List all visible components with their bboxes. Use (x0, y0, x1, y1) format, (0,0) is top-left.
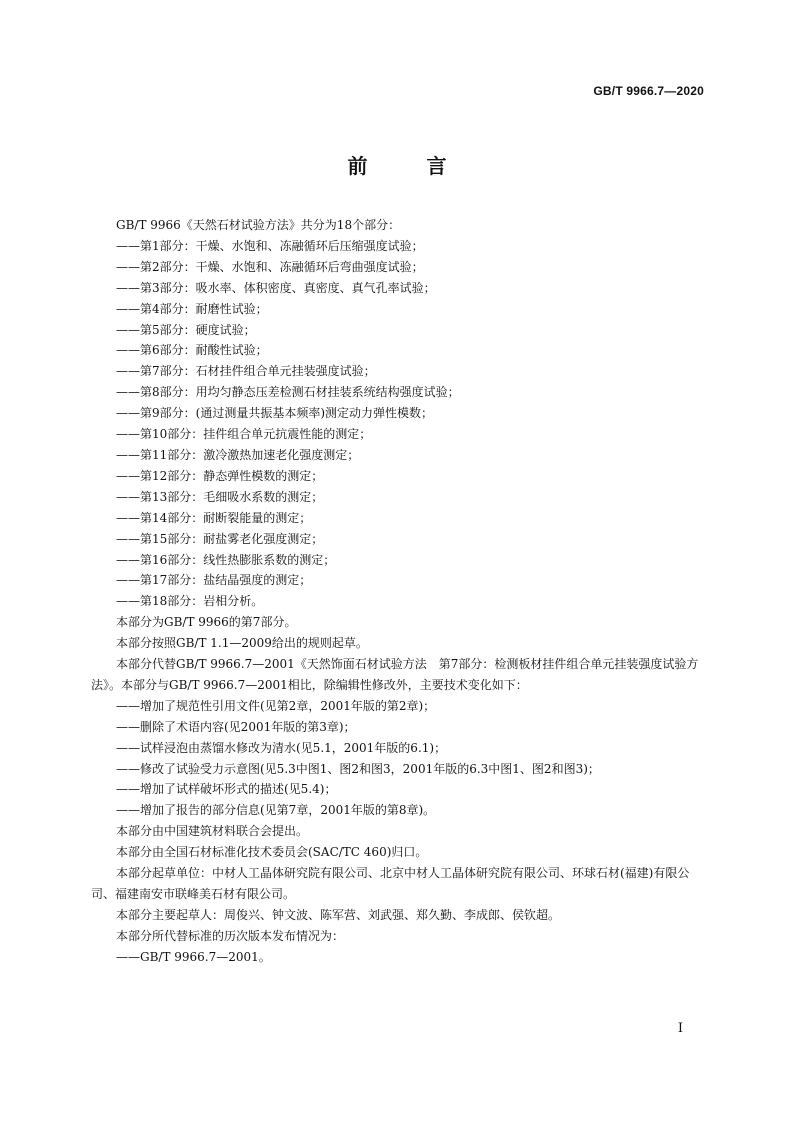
list-item: ——第10部分：挂件组合单元抗震性能的测定； (116, 427, 372, 442)
list-item: ——第17部分：盐结晶强度的测定； (116, 573, 312, 588)
list-item: ——第14部分：耐断裂能量的测定； (116, 510, 312, 525)
list-item: ——GB/T 9966.7—2001。 (116, 949, 271, 964)
proposed-by-paragraph: 本部分由中国建筑材料联合会提出。 (116, 824, 309, 839)
page-title: 前 言 (347, 154, 473, 178)
page-number: I (677, 1021, 683, 1036)
list-item: ——第11部分：激冷激热加速老化强度测定； (116, 447, 360, 462)
list-item: ——第8部分：用均匀静态压差检测石材挂装系统结构强度试验； (116, 385, 460, 400)
list-item: ——第3部分：吸水率、体积密度、真密度、真气孔率试验； (116, 280, 436, 295)
replaces-paragraph: 本部分代替GB/T 9966.7—2001《天然饰面石材试验方法 第7部分：检测板材挂件组合单元挂装强度试验方法》。本部分与GB/T 9966.7—2001相比，除编辑性修改外，主要技术变化如下： (91, 657, 699, 692)
list-item: ——修改了试验受力示意图(见5.3中图1、图2和图3，2001年版的6.3中图1、图2和图3)； (116, 761, 600, 776)
drafting-units-paragraph: 本部分起草单位：中材人工晶体研究院有限公司、北京中材人工晶体研究院有限公司、环球石材(福建)有限公司、福建南安市联峰美石材有限公司。 (91, 866, 690, 901)
drafters-paragraph: 本部分主要起草人：周俊兴、钟文波、陈军营、刘武强、郑久勤、李成郎、侯钦超。 (116, 907, 561, 922)
list-item: ——第12部分：静态弹性模数的测定； (116, 468, 324, 483)
this-part-paragraph: 本部分为GB/T 9966的第7部分。 (116, 615, 297, 630)
list-item: ——第1部分：干燥、水饱和、冻融循环后压缩强度试验； (116, 238, 424, 253)
changes-list (91, 696, 707, 821)
list-item: ——增加了报告的部分信息(见第7章，2001年版的第8章)。 (116, 803, 436, 818)
foreword-body (91, 215, 707, 968)
list-item: ——增加了试样破坏形式的描述(见5.4)； (116, 782, 337, 797)
list-item: ——试样浸泡由蒸馏水修改为清水(见5.1，2001年版的6.1)； (116, 740, 447, 755)
list-item: ——第9部分：(通过测量共振基本频率)测定动力弹性模数； (116, 406, 434, 421)
list-item: ——第4部分：耐磨性试验； (116, 301, 268, 316)
list-item: ——第18部分：岩相分析。 (116, 594, 264, 609)
list-item: ——第6部分：耐酸性试验； (116, 343, 268, 358)
intro-paragraph: GB/T 9966《天然石材试验方法》共分为18个部分： (116, 218, 401, 232)
drafting-rule-paragraph: 本部分按照GB/T 1.1—2009给出的规则起草。 (116, 636, 368, 651)
history-intro-paragraph: 本部分所代替标准的历次版本发布情况为： (116, 928, 345, 943)
list-item: ——第16部分：线性热膨胀系数的测定； (116, 552, 336, 567)
list-item: ——第15部分：耐盐雾老化强度测定； (116, 531, 324, 546)
list-item: ——第5部分：硬度试验； (116, 322, 256, 337)
managed-by-paragraph: 本部分由全国石材标准化技术委员会(SAC/TC 460)归口。 (116, 845, 428, 860)
list-item: ——删除了术语内容(见2001年版的第3章)； (116, 719, 356, 734)
list-item: ——第2部分：干燥、水饱和、冻融循环后弯曲强度试验； (116, 259, 424, 274)
parts-list (91, 236, 707, 612)
list-item: ——第7部分：石材挂件组合单元挂装强度试验； (116, 364, 376, 379)
list-item: ——第13部分：毛细吸水系数的测定； (116, 489, 324, 504)
standard-code: GB/T 9966.7—2020 (593, 84, 704, 98)
list-item: ——增加了规范性引用文件(见第2章，2001年版的第2章)； (116, 698, 436, 713)
history-list (91, 947, 707, 968)
